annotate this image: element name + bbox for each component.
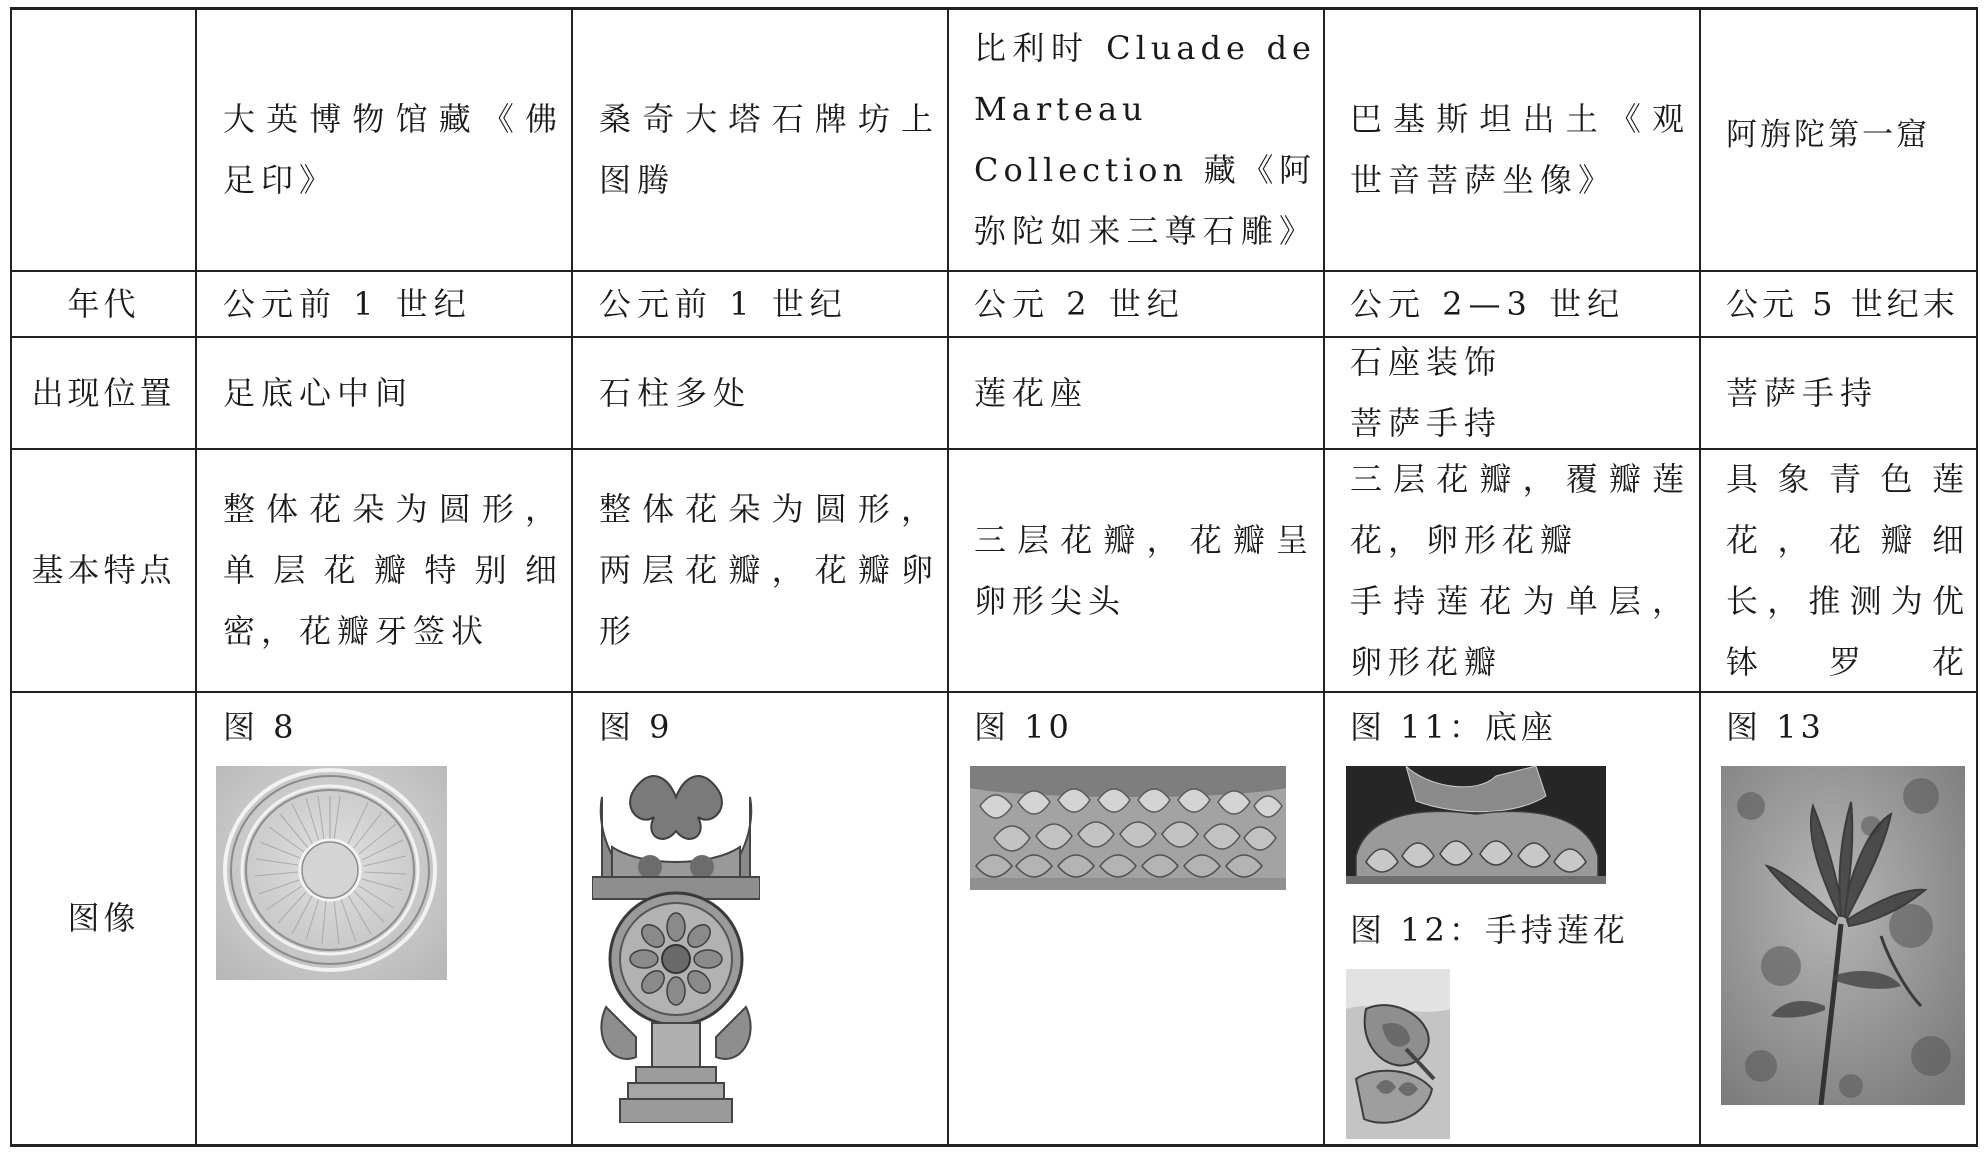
position-col1: 足底心中间 (223, 373, 414, 412)
position-col3: 莲花座 (974, 373, 1089, 412)
era-col4: 公元 2—3 世纪 (1350, 284, 1626, 323)
row-label-features: 基本特点 (31, 551, 176, 589)
features-col3: 三层花瓣，花瓣呈卵形尖头 (974, 520, 1314, 620)
table-border-right (1976, 7, 1978, 1147)
era-col5: 公元 5 世纪末 (1726, 284, 1959, 323)
header-col3 (974, 10, 1316, 270)
features-col2: 整体花朵为圆形，两层花瓣，花瓣卵形 (599, 490, 939, 650)
figure-11-image (1346, 766, 1606, 884)
figure-13-caption: 图 13 (1726, 708, 1825, 746)
header-col2-text: 桑奇大塔石牌坊上图腾 (599, 100, 939, 199)
col-divider (1699, 7, 1701, 1147)
figure-13-image (1721, 766, 1965, 1105)
col-divider (1323, 7, 1325, 1147)
era-col2: 公元前 1 世纪 (599, 284, 848, 323)
header-col5 (1726, 10, 1974, 270)
header-col1-text: 大英博物馆藏《佛足印》 (223, 100, 563, 199)
header-col4-text: 巴基斯坦出土《观世音菩萨坐像》 (1350, 100, 1690, 199)
figure-8-caption: 图 8 (223, 708, 298, 746)
figure-10-image (970, 766, 1286, 890)
era-col1: 公元前 1 世纪 (223, 284, 472, 323)
row-label-images: 图像 (67, 899, 140, 937)
col-divider (947, 7, 949, 1147)
position-col2: 石柱多处 (599, 373, 752, 412)
col-divider (195, 7, 197, 1147)
row-label-era: 年代 (67, 284, 140, 323)
header-col3-text: 比利时 Cluade de Marteau Collection 藏《阿弥陀如来三尊石雕》 (974, 29, 1316, 250)
figure-10-caption: 图 10 (974, 708, 1073, 746)
header-col1 (223, 10, 563, 270)
figure-11-caption: 图 11：底座 (1350, 708, 1557, 746)
era-col3: 公元 2 世纪 (974, 284, 1185, 323)
position-col4: 石座装饰 菩萨手持 (1350, 343, 1503, 442)
comparison-table (10, 7, 1978, 1147)
figure-9-image (592, 767, 760, 1123)
figure-8-image (216, 766, 447, 980)
header-col2 (599, 10, 939, 270)
figure-9-caption: 图 9 (599, 708, 674, 746)
header-col5-text: 阿旃陀第一窟 (1726, 116, 1930, 153)
figure-12-caption: 图 12：手持莲花 (1350, 911, 1629, 949)
header-col4 (1350, 10, 1690, 270)
position-col5: 菩萨手持 (1726, 373, 1879, 412)
col-divider (571, 7, 573, 1147)
features-col4: 三层花瓣，覆瓣莲花，卵形花瓣 手持莲花为单层，卵形花瓣 (1350, 459, 1690, 681)
features-col5: 具象青色莲花，花瓣细长，推测为优钵罗花 (1726, 459, 1970, 681)
header-corner-cell (12, 10, 195, 270)
features-col1: 整体花朵为圆形，单层花瓣特别细密，花瓣牙签状 (223, 490, 563, 650)
row-label-position: 出现位置 (31, 373, 176, 412)
table-border-bottom (10, 1144, 1978, 1147)
figure-12-image (1346, 969, 1450, 1139)
